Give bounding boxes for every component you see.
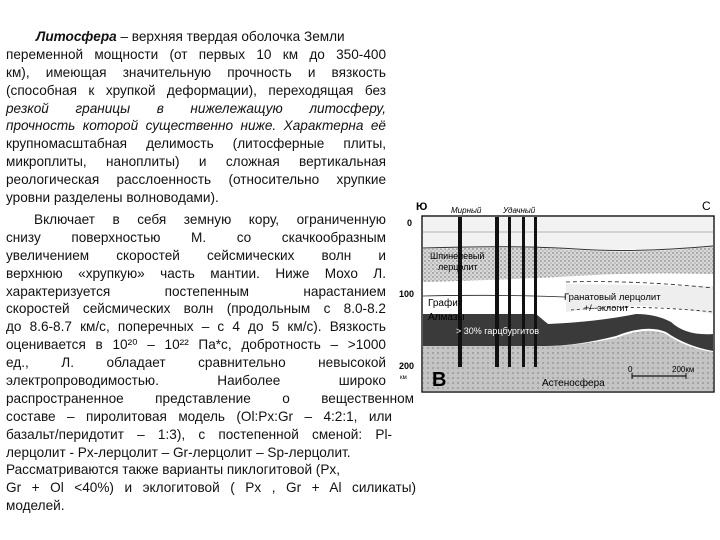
place-label-udachny: Удачный [503, 206, 536, 215]
scale-zero: 0 [628, 365, 633, 374]
paragraph-1-text: – верхняя твердая оболочка Земли [116, 29, 345, 44]
paragraph-1-line-3: км), имеющая значительную прочность и вязкость [6, 64, 386, 80]
depth-tick-200: 200 [399, 361, 415, 371]
kimberlite-pipe-5 [534, 217, 537, 367]
label-diamonds: Алмазы [428, 312, 465, 323]
paragraph-2-line-6: скоростей сейсмических волн (продольным с 8.0-8.2 [6, 301, 386, 317]
paragraph-1-line-7: крупномасштабная делимость (литосферные плиты, [6, 136, 386, 152]
paragraph-2-line-5: характеризуется постепенным нарастанием [6, 283, 386, 299]
scale-km: 200км [672, 365, 695, 374]
paragraph-2-line-9: ед., Л. обладает сравнительно невысокой [6, 355, 386, 371]
paragraph-2-line-2: снизу поверхностью М. со скачкообразным [6, 229, 386, 245]
paragraph-1-line-2: переменной мощности (от первых 10 км до 350-400 [6, 46, 386, 62]
label-garnet-lherzolite: Гранатовый лерцолит [564, 292, 661, 303]
paragraph-1-line-4: (способная к хрупкой деформации), переходящая без [6, 82, 386, 98]
paragraph-1-line-9: реологическая расслоенность (относительно хрупкие [6, 172, 386, 188]
label-spinel: Шпинелевый [430, 251, 485, 261]
paragraph-2-line-11: распространенное представление о вещественном [6, 390, 414, 406]
kimberlite-pipe-2 [495, 217, 499, 367]
label-harzburgite: > 30% гарцбургитов [456, 326, 539, 336]
label-eclogite: +/- эклогит [584, 303, 629, 313]
label-b: В [432, 369, 447, 391]
paragraph-1 [6, 28, 386, 207]
paragraph-1-line-6: прочность которой существенно ниже. Характерна её [6, 118, 386, 134]
lithosphere-section-figure [396, 196, 720, 406]
depth-unit: км [400, 375, 407, 381]
kimberlite-pipe-1 [458, 217, 462, 367]
paragraph-2-line-7: до 8.6-8.7 км/с, поперечных – с 4 до 5 км/с). Вязкость [6, 319, 386, 335]
corner-label-north: С [702, 199, 711, 213]
term-lithosphere: Литосфера [36, 29, 117, 44]
label-graphite: Графит [428, 298, 463, 309]
paragraph-1-line-10: уровни разделены волноводами). [6, 190, 219, 206]
paragraph-2-line-8: оценивается в 10²⁰ – 10²² Па*с, добротность – >1000 [6, 337, 386, 353]
paragraph-2-line-1: Включает в себя земную кору, ограниченную [34, 212, 386, 227]
paragraph-2-line-15: Рассматриваются также варианты пиклогитовой (Px, [6, 462, 340, 478]
paragraph-2-line-16: Gr + Ol <40%) и эклогитовой ( Px , Gr + Al силикаты) [6, 480, 416, 496]
kimberlite-pipe-4 [522, 217, 525, 367]
paragraph-2-line-13: базальт/перидотит – 1:3), с постепенной сменой: Pl- [6, 426, 392, 442]
label-asthenosphere: Астеносфера [542, 378, 605, 389]
paragraph-2-line-4: верхнюю «хрупкую» часть мантии. Ниже Мохо Л. [6, 265, 386, 281]
corner-label-south: Ю [416, 201, 428, 213]
kimberlite-pipe-3 [508, 217, 511, 367]
label-lherzolite: лерцолит [438, 262, 478, 272]
crust-layer [423, 217, 713, 249]
paragraph-1-line-5: резкой границы в нижележащую литосферу, [6, 100, 386, 116]
paragraph-1-line-8: микроплиты, наноплиты) и сложная вертикальная [6, 154, 386, 170]
depth-tick-100: 100 [399, 289, 415, 299]
paragraph-2-line-10: электропроводимостью. Наиболее широко [6, 373, 386, 389]
paragraph-2-line-17: моделей. [6, 498, 65, 514]
paragraph-2-line-14: лерцолит - Px-лерцолит – Gr-лерцолит – Sp-лерцолит. [6, 444, 351, 460]
paragraph-2-line-3: увеличением скоростей сейсмических волн и [6, 247, 386, 263]
depth-tick-0: 0 [407, 218, 413, 228]
paragraph-1-line-1 [6, 28, 386, 46]
place-label-mirny: Мирный [451, 206, 482, 215]
paragraph-2-line-12: составе – пиролитовая модель (Ol:Px:Gr – 4:2:1, или [6, 408, 392, 424]
